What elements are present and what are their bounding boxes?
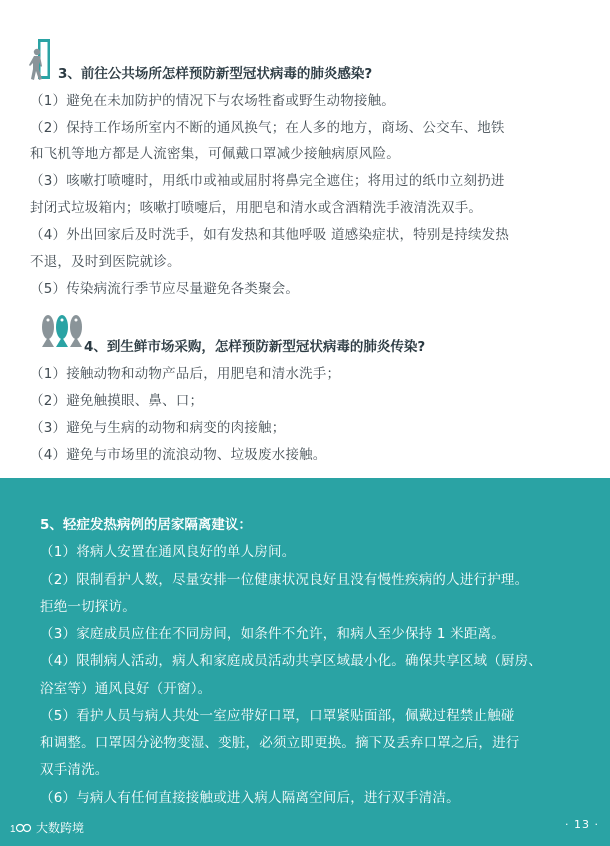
paragraph-line: （3）咳嗽打喷嚏时，用纸巾或袖或屈肘将鼻完全遮住；将用过的纸巾立刻扔进: [30, 173, 505, 189]
paragraph-line: （2）限制看护人数，尽量安排一位健康状况良好且没有慢性疾病的人进行护理。: [40, 572, 529, 588]
page-number: · 13 ·: [565, 818, 599, 831]
paragraph-line: （4）限制病人活动，病人和家庭成员活动共享区域最小化。确保共享区域（厨房、: [40, 653, 542, 669]
paragraph-line: 封闭式垃圾箱内；咳嗽打喷嚏后，用肥皂和清水或含酒精洗手液清洗双手。: [30, 200, 483, 216]
section-title: 3、前往公共场所怎样预防新型冠状病毒的肺炎感染?: [58, 66, 373, 82]
footer-logo: [10, 819, 84, 836]
svg-text:1: 1: [10, 823, 16, 835]
paragraph-line: （3）避免与生病的动物和病变的肉接触；: [30, 420, 286, 436]
paragraph-line: （1）接触动物和动物产品后，用肥皂和清水洗手；: [30, 366, 341, 382]
logo-icon: [10, 821, 32, 835]
paragraph-line: （1）将病人安置在通风良好的单人房间。: [40, 544, 296, 560]
paragraph-line: （1）避免在未加防护的情况下与农场牲畜或野生动物接触。: [30, 93, 395, 109]
person-exit-door-icon: [27, 38, 51, 82]
paragraph-line: 和调整。口罩因分泌物变湿、变脏，必须立即更换。摘下及丢弃口罩之后，进行: [40, 735, 520, 751]
paragraph-line: （3）家庭成员应住在不同房间，如条件不允许，和病人至少保持 1 米距离。: [40, 626, 505, 642]
fish-icon: [40, 313, 84, 353]
section-title: 5、轻症发热病例的居家隔离建议：: [40, 517, 252, 533]
paragraph-line: 浴室等）通风良好（开窗）。: [40, 681, 212, 697]
paragraph-line: （4）外出回家后及时洗手，如有发热和其他呼吸 道感染症状，特别是持续发热: [30, 227, 510, 243]
paragraph-line: （2）避免触摸眼、鼻、口；: [30, 393, 204, 409]
paragraph-line: 双手清洗。: [40, 762, 109, 778]
paragraph-line: （4）避免与市场里的流浪动物、垃圾废水接触。: [30, 447, 327, 463]
section-title: 4、到生鲜市场采购，怎样预防新型冠状病毒的肺炎传染?: [84, 339, 426, 355]
paragraph-line: 拒绝一切探访。: [40, 599, 136, 615]
paragraph-line: 不退，及时到医院就诊。: [30, 254, 181, 270]
paragraph-line: （5）传染病流行季节应尽量避免各类聚会。: [30, 281, 300, 297]
paragraph-line: （5）看护人员与病人共处一室应带好口罩，口罩紧贴面部，佩戴过程禁止触碰: [40, 708, 515, 724]
paragraph-line: 和飞机等地方都是人流密集，可佩戴口罩减少接触病原风险。: [30, 146, 400, 162]
paragraph-line: （6）与病人有任何直接接触或进入病人隔离空间后，进行双手清洁。: [40, 790, 460, 806]
brand-name: 大数跨境: [36, 821, 85, 835]
paragraph-line: （2）保持工作场所室内不断的通风换气；在人多的地方，商场、公交车、地铁: [30, 120, 505, 136]
